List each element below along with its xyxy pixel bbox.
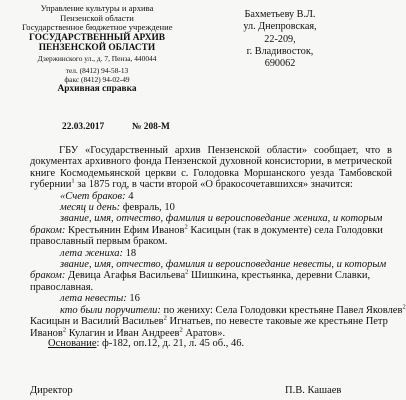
record-row-guarantors-end: Иванов$^2$ Кулагин и Иван Андреев$^2$ Аратов». [30,326,226,339]
document-meta [62,122,170,132]
recipient-zip: 690062 [264,58,296,70]
archive-phone: тел. (8412) 94-58-13 [65,65,129,75]
record-row-date: месяц и день: февраль, 10 [60,202,175,214]
record-row-groom-label: звание, имя, отчество, фамилия и вероисповедание жениха, и которым [60,213,383,225]
record-row-bride: браком: Девица Агафья Васильева$^2$ Шишкина, крестьянка, деревни Славки, [30,268,371,282]
recipient-street: ул. Днепровская, [243,21,317,33]
record-row-marriage-count: «Счет браков: 4 [60,190,134,202]
archive-name: ПЕНЗЕНСКОЙ ОБЛАСТИ [38,43,156,54]
basis-text: : ф-182, оп.12, д. 21, л. 45 об., 46. [96,338,245,349]
footnote-mark: 1 [71,177,75,185]
intro-paragraph: ГБУ «Государственный архив Пензенской области» сообщает, что в документах архивного фонда Пензенской духовной консистории, в метрической книге Космодемьянской церкви с. Голодовка Моршанского уезда Тамбовской губернии$^1$ за 1875 год, в части второй «О бракосочетавшихся» значится: [30,145,392,191]
certificate-body [30,145,406,339]
letterhead-line: Управление культуры и архива [40,3,154,13]
recipient-name: Бахметьеву В.Л. [244,9,316,20]
letterhead-line: Государственное бюджетное учреждение [22,22,173,33]
basis-reference [48,338,244,349]
record-row-guarantors-cont: Касицын и Василий Васильев$^2$ Игнатьев, по невесте таковые же крестьяне Петр [30,314,388,328]
record-row-bride-cont: православная. [30,281,94,293]
archive-fax: факс (8412) 94-02-49 [64,74,130,84]
basis-label: Основание [48,338,97,349]
letterhead [22,4,172,95]
signatory-title: Директор [30,385,73,396]
record-row-bride-age: лета невесты: 16 [60,293,140,305]
document-date: 22.03.2017 [62,122,105,132]
record-row-groom: браком: Крестьянин Ефим Иванов$^2$ Касицын (так в документе) села Голодовки [30,223,383,236]
document-number: № 208-М [132,122,170,132]
record-row-bride-label: звание, имя, отчество, фамилия и вероисповедание невесты, и которым [60,259,387,271]
record-row-groom-cont: православный первым браком. [30,236,168,248]
archive-name: ГОСУДАРСТВЕННЫЙ АРХИВ [28,32,166,43]
recipient-address [232,9,328,70]
signatory-name: П.В. Кашаев [285,385,342,396]
record-row-guarantors: кто были поручители: по жениху: Села Голодовки крестьяне Павел Яковлев$^2$ [60,303,406,316]
letterhead-line: Пензенской области [60,12,134,23]
recipient-house: 22-209, [264,33,296,45]
record-row-groom-age: лета жениха: 18 [60,247,137,259]
recipient-city: г. Владивосток, [246,45,314,57]
document-type: Архивная справка [57,83,137,94]
archive-address: Дзержинского ул., д. 7, Пенза, 440044 [37,53,157,63]
